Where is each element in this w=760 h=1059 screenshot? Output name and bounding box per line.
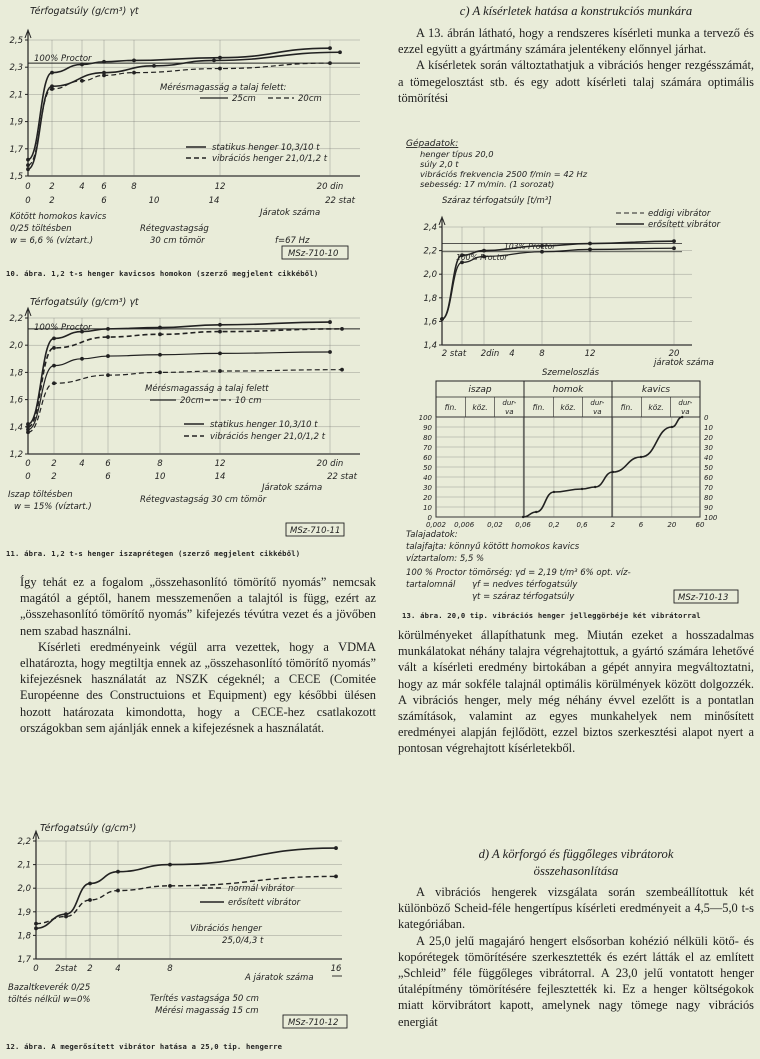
fig13-sieve-point — [581, 488, 583, 490]
fig11-x-tick-bottom: 22 stat — [327, 472, 357, 482]
fig10-legend-vibro: vibrációs henger 21,0/1,2 t — [212, 154, 328, 164]
fig12-soil2: töltés nélkül w=0% — [8, 995, 91, 1005]
fig13-sieve-right-tick: 20 — [704, 434, 713, 442]
fig12-x-tick: 0 — [33, 964, 39, 974]
fig13-sieve-x-tick: 0,02 — [487, 521, 503, 529]
fig11-x-tick-top: 6 — [105, 459, 111, 469]
fig13-sieve-right-tick: 30 — [704, 444, 713, 452]
section-d-heading-2: összehasonlítása — [533, 864, 619, 878]
fig13-sieve-sub-label: dur- — [590, 399, 605, 407]
fig12-x-tick: 2stat — [55, 964, 77, 974]
fig13-gep-4: sebesség: 17 m/min. (1 sorozat) — [420, 179, 555, 189]
fig11-data-point — [218, 323, 222, 327]
fig11-layer: Rétegvastagság 30 cm tömör — [140, 495, 267, 505]
fig10-soil3: w = 6,6 % (víztart.) — [10, 236, 94, 246]
fig11-data-point — [218, 351, 222, 355]
fig13-sieve-sub-label: fin. — [532, 403, 545, 412]
fig12-x-tick: 4 — [115, 964, 121, 974]
right-body-text-top — [398, 25, 754, 106]
fig13-sieve-sub-label: dur- — [502, 399, 517, 407]
fig10-x-tick-bottom: 6 — [101, 196, 107, 206]
fig13-x-tick: 20 — [668, 349, 680, 359]
fig12-data-point — [88, 882, 92, 886]
fig10-data-point — [26, 167, 30, 171]
fig11-meres-20: 20cm — [180, 396, 204, 406]
fig10-y-tick-label: 2,3 — [9, 63, 23, 74]
fig11-y-tick-label: 2,2 — [9, 314, 23, 324]
fig12-y-tick-label: 1,7 — [17, 955, 31, 965]
fig12-legend-strong: erősített vibrátor — [228, 898, 301, 908]
fig10-data-point — [132, 71, 136, 75]
fig10-meres-25: 25cm — [232, 94, 256, 104]
fig10-x-tick-top: 4 — [79, 182, 85, 192]
fig11-y-tick-label: 1,8 — [9, 368, 23, 379]
fig10-meres-label: Mérésmagasság a talaj felett: — [160, 83, 287, 93]
right-body-text-mid — [398, 627, 754, 757]
fig10-x-tick-top: 2 — [49, 182, 55, 192]
fig13-sieve-x-tick: 0,06 — [515, 521, 531, 529]
right-paragraph-3: körülményeket állapíthatunk meg. Miután ezeket a hosszadalmas munkálatokat néhány talajra végrehajtottuk, a gyártó számára lehetővé vált a kísérleti eredmény birtokában a gépét annyira megváltoztatni, hogy az már sokféle talajnál optimális körülmények között dolgozzék. A vibrációs henger, mely még néhány évvel ezelőtt is a pontatlan számítások, valamint az egyes munkahelyek nem minősített eredményei alapján fejlődött, ezzel biztos szerkesztési alapot nyert a pontosan végrehajtott kísérletekből. — [398, 628, 754, 756]
fig13-y-tick-label: 1,8 — [423, 293, 437, 304]
fig13-sieve-right-tick: 70 — [704, 484, 713, 492]
fig12-layer2: Mérési magasság 15 cm — [155, 1006, 259, 1016]
fig13-sieve-sub-label: va — [593, 408, 602, 416]
fig13-tal-4: tartalomnál — [406, 580, 456, 590]
fig13-y-tick-label: 2,2 — [423, 246, 437, 257]
fig13-sieve-x-tick: 2 — [610, 521, 616, 529]
fig13-sieve-left-tick: 80 — [423, 434, 432, 442]
fig11-data-point — [106, 354, 110, 358]
fig11-x-tick-top: 8 — [157, 459, 163, 469]
fig11-data-point — [106, 335, 110, 339]
fig11-data-point — [52, 346, 56, 350]
fig13-sieve-point — [594, 486, 596, 488]
fig13-sieve-x-tick: 60 — [695, 521, 705, 529]
fig10-data-point — [152, 64, 156, 68]
fig10-y-tick-label: 2,1 — [9, 90, 23, 101]
fig10-ylabel: Térfogatsúly (g/cm³) γt — [30, 6, 139, 17]
fig13-sieve-sub-label: fin. — [620, 403, 633, 412]
fig10-meres-20: 20cm — [298, 94, 322, 104]
fig13-tal-6: γt = száraz térfogatsúly — [472, 592, 575, 602]
fig10-freq: f=67 Hz — [275, 236, 310, 246]
fig10-layer1: Rétegvastagság — [140, 224, 209, 234]
figure-13-chart — [392, 135, 760, 660]
fig12-data-point — [334, 875, 338, 879]
fig13-data-point — [588, 248, 592, 252]
fig12-y-tick-label: 1,9 — [17, 907, 31, 918]
fig13-legend-old: eddigi vibrátor — [648, 209, 711, 219]
fig13-sieve-group-label: iszap — [468, 385, 492, 395]
fig13-sieve-right-tick: 10 — [704, 424, 713, 432]
fig11-x-tick-bottom: 2 — [51, 472, 57, 482]
fig13-gep-2: súly 2,0 t — [420, 159, 459, 169]
left-paragraph-1: Így tehát ez a fogalom „összehasonlító tömörítő nyomás” nemcsak magától a géptől, hanem messzemenően a talajtól is függ, ezért az „összehasonlító tömörítő nyomás” kifejezés tévútra vezet és a jövőben nem szabad használni. — [20, 575, 376, 638]
fig13-ylabel: Száraz térfogatsúly [t/m³] — [442, 196, 552, 206]
fig10-stamp: MSz-710-10 — [288, 249, 339, 259]
fig10-caption: 10. ábra. 1,2 t-s henger kavicsos homokon (szerző megjelent cikkéből) — [6, 269, 319, 278]
fig11-legend-static: statikus henger 10,3/10 t — [210, 420, 318, 430]
fig11-data-point — [340, 368, 344, 372]
fig10-legend-static: statikus henger 10,3/10 t — [212, 143, 320, 153]
fig11-x-tick-top: 12 — [214, 459, 226, 469]
fig13-y-tick-label: 2,0 — [423, 270, 437, 281]
fig12-stamp: MSz-710-12 — [288, 1018, 339, 1028]
fig10-x-tick-bottom: 22 stat — [325, 196, 355, 206]
fig10-y-tick-label: 1,9 — [9, 117, 23, 128]
fig12-xaxis: A járatok száma — [245, 973, 314, 983]
fig13-sieve-point — [522, 516, 524, 518]
fig10-y-tick-label: 1,5 — [9, 172, 23, 182]
fig13-x-tick: 2din — [480, 349, 500, 359]
fig13-sieve-sub-label: köz. — [648, 403, 664, 412]
fig13-sieve-left-tick: 0 — [427, 514, 432, 522]
fig10-soil1: Kötött homokos kavics — [10, 212, 107, 222]
fig13-sieve-group-label: homok — [552, 385, 584, 395]
fig12-y-tick-label: 2,1 — [17, 860, 31, 871]
fig13-sieve-right-tick: 50 — [704, 464, 713, 472]
fig13-gep-1: henger típus 20,0 — [420, 149, 494, 159]
fig13-sieve-sub-label: va — [681, 408, 690, 416]
fig12-x-tick: 2 — [87, 964, 93, 974]
fig13-proctor103: 103% Proctor — [504, 242, 556, 251]
fig13-proctor100: 100% Proctor — [456, 253, 508, 262]
fig13-tal-head: Talajadatok: — [406, 530, 458, 540]
fig10-layer2: 30 cm tömör — [150, 236, 205, 246]
fig10-x-tick-top: 0 — [25, 182, 31, 192]
fig13-tal-1: talajfajta: könnyű kötött homokos kavics — [406, 542, 580, 552]
fig12-data-point — [64, 912, 68, 916]
fig13-sieve-right-tick: 60 — [704, 474, 713, 482]
fig13-legend-strong: erősített vibrátor — [648, 220, 721, 230]
fig11-x-tick-top: 2 — [51, 459, 57, 469]
fig13-y-tick-label: 1,4 — [423, 341, 437, 351]
fig13-x-tick: 12 — [584, 349, 596, 359]
fig11-data-point — [158, 353, 162, 357]
fig13-sieve-sub-label: va — [505, 408, 514, 416]
fig10-x-tick-bottom: 14 — [208, 196, 220, 206]
fig11-data-point — [328, 320, 332, 324]
fig13-sieve-point — [553, 491, 555, 493]
fig11-series-line — [28, 329, 342, 427]
fig13-data-point — [672, 246, 676, 250]
fig13-tal-3: 100 % Proctor tömörség: γd = 2,19 t/m³ 6% opt. víz- — [406, 568, 631, 578]
right-paragraph-1: A 13. ábrán látható, hogy a rendszeres kísérleti munka a tervező és ezzel együtt a gyártmány számára jelentékeny előnnyel járhat. — [398, 26, 754, 57]
fig11-x-tick-bottom: 6 — [105, 472, 111, 482]
fig13-sieve-point — [671, 426, 673, 428]
fig11-y-tick-label: 1,4 — [9, 422, 23, 433]
fig13-sieve-sub-label: köz. — [560, 403, 576, 412]
fig11-x-tick-bottom: 10 — [154, 472, 166, 482]
fig13-sieve-left-tick: 50 — [423, 464, 432, 472]
fig13-x-tick: 4 — [509, 349, 515, 359]
fig11-x-tick-bottom: 14 — [214, 472, 226, 482]
fig13-sieve-left-tick: 70 — [423, 444, 432, 452]
fig10-x-tick-top: 6 — [101, 182, 107, 192]
fig13-sieve-right-tick: 90 — [704, 504, 713, 512]
fig12-data-point — [88, 898, 92, 902]
fig10-data-point — [328, 46, 332, 50]
fig11-y-tick-label: 1,2 — [9, 450, 23, 460]
fig12-y-tick-label: 2,2 — [17, 837, 31, 847]
fig13-sieve-sub-label: köz. — [472, 403, 488, 412]
section-d-heading-1: d) A körforgó és függőleges vibrátorok — [478, 847, 674, 861]
fig11-proctor: 100% Proctor — [34, 323, 92, 333]
fig12-roller2: 25,0/4,3 t — [222, 936, 264, 946]
fig13-sieve-left-tick: 100 — [418, 414, 432, 422]
fig11-x-tick-top: 20 din — [316, 459, 344, 469]
fig13-caption: 13. ábra. 20,0 tip. vibrációs henger jelleggörbéje két vibrátorral — [402, 611, 701, 620]
fig11-meres-10: 10 cm — [235, 396, 262, 406]
fig10-data-point — [212, 59, 216, 63]
fig12-roller1: Vibrációs henger — [190, 924, 262, 934]
fig12-ylabel: Térfogatsúly (g/cm³) — [40, 823, 137, 834]
fig10-x-tick-top: 12 — [214, 182, 226, 192]
fig10-data-point — [338, 50, 342, 54]
fig13-data-point — [672, 239, 676, 243]
fig13-gep-head: Gépadatok: — [406, 139, 459, 149]
fig11-y-tick-label: 1,6 — [9, 395, 23, 406]
fig10-data-point — [102, 73, 106, 77]
fig10-data-point — [26, 158, 30, 162]
fig13-sieve-left-tick: 20 — [423, 494, 432, 502]
fig13-sieve-point — [612, 471, 614, 473]
fig10-x-tick-bottom: 0 — [25, 196, 31, 206]
fig11-stamp: MSz-710-11 — [290, 526, 341, 536]
fig10-data-point — [26, 163, 30, 167]
fig10-y-tick-label: 1,7 — [9, 144, 23, 155]
right-paragraph-4: A vibrációs hengerek vizsgálata során szembeállítottuk két különböző Scheid-féle hengertípus kísérleti eredményeit a 4,5—5,0 t-s kategóriában. — [398, 885, 754, 932]
fig12-y-tick-label: 1,8 — [17, 931, 31, 942]
fig10-y-tick-label: 2,5 — [9, 36, 23, 46]
fig11-soil1: Iszap töltésben — [8, 490, 73, 500]
fig13-sieve-left-tick: 90 — [423, 424, 432, 432]
left-paragraph-2: Kísérleti eredményeink végül arra vezettek, hogy a VDMA elhatározta, hogy megtiltja ennek az „összehasonlító tömörítő nyomás” kifejezésnek használatát az NSZK cégeknél; a CECE (Comitée Européenne des Constructuions et Equipment) egy későbbi ülésen hozott határozata kimondotta, hogy a CECE-hez csatlakozott országokban sem ajánlják ennek a kifejezésnek a használatát. — [20, 639, 376, 735]
fig13-y-tick-label: 1,6 — [423, 317, 437, 328]
fig11-soil2: w = 15% (víztart.) — [14, 502, 92, 512]
fig13-sieve-right-tick: 100 — [704, 514, 718, 522]
fig13-sieve-right-tick: 40 — [704, 454, 713, 462]
fig13-sieve-x-tick: 6 — [638, 521, 644, 529]
fig12-data-point — [168, 863, 172, 867]
fig11-caption: 11. ábra. 1,2 t-s henger iszaprétegen (szerző megjelent cikkéből) — [6, 549, 301, 558]
right-body-text-bottom — [398, 884, 754, 1030]
fig13-xaxis: járatok száma — [654, 358, 715, 368]
section-c-heading: c) A kísérletek hatása a konstrukciós munkára — [459, 4, 693, 18]
fig10-data-point — [218, 56, 222, 60]
fig12-layer1: Terítés vastagsága 50 cm — [150, 994, 259, 1004]
fig13-sieve-point — [681, 416, 683, 418]
fig12-caption: 12. ábra. A megerősített vibrátor hatása a 25,0 tip. hengerre — [6, 1042, 283, 1051]
fig12-soil1: Bazaltkeverék 0/25 — [8, 983, 91, 993]
fig13-sieve-left-tick: 40 — [423, 474, 432, 482]
fig13-tal-2: víztartalom: 5,5 % — [406, 554, 485, 564]
fig13-sieve-title: Szemeloszlás — [542, 368, 600, 378]
fig13-sieve-x-tick: 0,006 — [454, 521, 475, 529]
right-paragraph-5: A 25,0 jelű magajáró hengert elsősorban kohézió nélküli kötő- és kopórétegek tömörítésére szerkesztették és ezért látták el az említett „Schleid” féle függőleges vibrátorral. A 23,0 jelű vontatott henger útalépítmény tömörítésére fejlesztették ki. Ez a henger költségokok miatt körvibrátort kapott, amelynek nagy tömege nagy vibrációs energiát — [398, 933, 754, 1029]
fig13-sieve-sub-label: dur- — [678, 399, 693, 407]
fig12-x-tick: 8 — [167, 964, 173, 974]
fig12-data-point — [34, 926, 38, 930]
fig11-ylabel: Térfogatsúly (g/cm³) γt — [30, 297, 139, 308]
figure-12-chart — [0, 819, 385, 1059]
fig13-tal-5: γf = nedves térfogatsúly — [472, 580, 578, 590]
fig11-data-point — [218, 330, 222, 334]
fig12-y-tick-label: 2,0 — [17, 884, 31, 895]
fig11-x-tick-top: 0 — [25, 459, 31, 469]
fig13-gep-3: vibrációs frekvencia 2500 f/min = 42 Hz — [420, 169, 588, 179]
fig13-sieve-x-tick: 0,6 — [576, 521, 588, 529]
fig13-sieve-x-tick: 20 — [667, 521, 677, 529]
fig12-data-point — [116, 870, 120, 874]
fig12-data-point — [168, 884, 172, 888]
fig10-x-tick-top: 20 din — [316, 182, 344, 192]
fig11-data-point — [80, 357, 84, 361]
fig13-sieve-x-tick: 0,2 — [548, 521, 560, 529]
fig11-data-point — [52, 337, 56, 341]
fig13-sieve-left-tick: 30 — [423, 484, 432, 492]
fig12-data-point — [34, 922, 38, 926]
fig12-data-point — [116, 889, 120, 893]
fig13-x-tick: 8 — [539, 349, 545, 359]
fig10-xaxis: Járatok száma — [260, 208, 321, 218]
fig11-x-tick-top: 4 — [79, 459, 85, 469]
fig11-data-point — [26, 430, 30, 434]
right-paragraph-2: A kísérletek során változtathatjuk a vibrációs henger rezgésszámát, a tömegelosztást stb. és egy adott kísérleti talaj számára optimális tömörítési — [398, 58, 754, 105]
fig13-sieve-right-tick: 80 — [704, 494, 713, 502]
fig13-sieve-sub-label: fin. — [444, 403, 457, 412]
fig10-data-point — [80, 79, 84, 83]
fig10-data-point — [132, 59, 136, 63]
fig11-x-tick-bottom: 0 — [25, 472, 31, 482]
fig11-data-point — [218, 369, 222, 373]
fig10-data-point — [218, 67, 222, 71]
fig11-xaxis: Járatok száma — [262, 483, 323, 493]
fig13-sieve-left-tick: 60 — [423, 454, 432, 462]
fig11-data-point — [158, 371, 162, 375]
fig11-data-point — [106, 373, 110, 377]
fig13-sieve-point — [535, 511, 537, 513]
fig10-proctor: 100% Proctor — [34, 54, 92, 64]
fig11-data-point — [52, 364, 56, 368]
fig10-soil2: 0/25 töltésben — [10, 224, 72, 234]
figure-10-chart — [0, 0, 385, 290]
fig12-legend-normal: normál vibrátor — [228, 884, 295, 894]
fig10-x-tick-bottom: 10 — [148, 196, 160, 206]
fig12-x-tick: 16 — [330, 964, 342, 974]
fig10-x-tick-top: 8 — [131, 182, 137, 192]
fig11-meres-label: Mérésmagasság a talaj felett — [145, 384, 269, 394]
fig10-x-tick-bottom: 2 — [49, 196, 55, 206]
fig11-data-point — [52, 381, 56, 385]
fig13-sieve-point — [640, 456, 642, 458]
fig13-sieve-right-tick: 0 — [704, 414, 709, 422]
fig13-y-tick-label: 2,4 — [423, 223, 437, 233]
fig11-series-line — [28, 322, 330, 424]
fig11-legend-vibro: vibrációs henger 21,0/1,2 t — [210, 432, 326, 442]
fig11-data-point — [158, 332, 162, 336]
fig13-stamp: MSz-710-13 — [678, 593, 729, 603]
fig12-data-point — [334, 846, 338, 850]
fig13-x-tick: 2 stat — [441, 349, 467, 359]
left-body-text — [20, 574, 376, 736]
fig13-sieve-left-tick: 10 — [423, 504, 432, 512]
fig13-sieve-x-tick: 0,002 — [425, 521, 447, 529]
figure-11-chart — [0, 290, 385, 570]
fig13-data-point — [440, 317, 444, 321]
fig11-y-tick-label: 2,0 — [9, 341, 23, 352]
fig10-data-point — [50, 71, 54, 75]
fig10-data-point — [50, 87, 54, 91]
fig11-data-point — [328, 350, 332, 354]
fig13-sieve-group-label: kavics — [641, 385, 671, 395]
